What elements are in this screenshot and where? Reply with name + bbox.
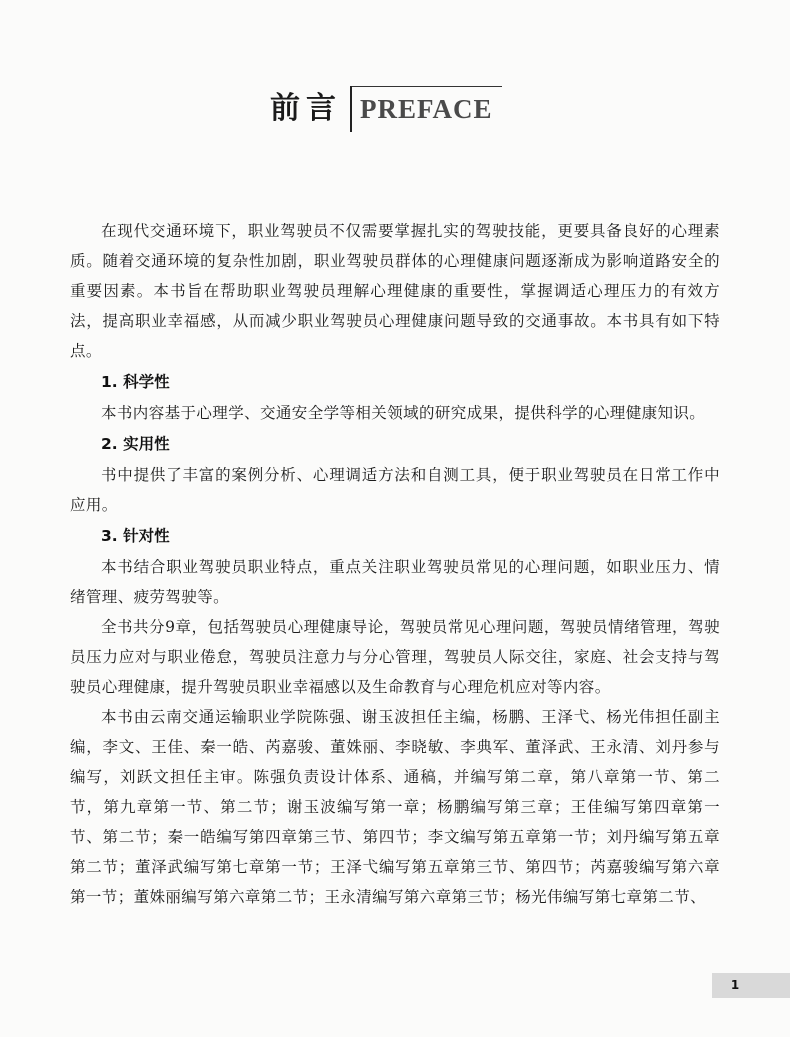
preface-body	[70, 216, 720, 912]
feature-text-targeted: 本书结合职业驾驶员职业特点，重点关注职业驾驶员常见的心理问题，如职业压力、情绪管理、疲劳驾驶等。	[70, 558, 720, 606]
preface-header	[270, 86, 493, 132]
authors-paragraph: 本书由云南交通运输职业学院陈强、谢玉波担任主编，杨鹏、王泽弋、杨光伟担任副主编，李文、王佳、秦一皓、芮嘉骏、董姝丽、李晓敏、李典军、董泽武、王永清、刘丹参与编写，刘跃文担任主审。陈强负责设计体系、通稿，并编写第二章，第八章第一节、第二节，第九章第一节、第二节；谢玉波编写第一章；杨鹏编写第三章；王佳编写第四章第一节、第二节；秦一皓编写第四章第三节、第四节；李文编写第五章第一节；刘丹编写第五章第二节；董泽武编写第七章第一节；王泽弋编写第五章第三节、第四节；芮嘉骏编写第六章第一节；董姝丽编写第六章第二节；王永清编写第六章第三节；杨光伟编写第七章第二节、	[70, 708, 720, 906]
title-divider	[350, 86, 493, 132]
title-top-rule	[352, 86, 502, 87]
feature-heading-targeted: 3. 针对性	[101, 527, 170, 545]
feature-heading-practical: 2. 实用性	[101, 435, 170, 453]
page-number: 1	[730, 978, 740, 992]
page-title: 前言	[270, 91, 342, 126]
page-title-english: PREFACE	[360, 94, 493, 124]
structure-paragraph: 全书共分9章，包括驾驶员心理健康导论，驾驶员常见心理问题，驾驶员情绪管理，驾驶员压力应对与职业倦怠，驾驶员注意力与分心管理，驾驶员人际交往，家庭、社会支持与驾驶员心理健康，提升驾驶员职业幸福感以及生命教育与心理危机应对等内容。	[70, 618, 720, 696]
feature-heading-scientific: 1. 科学性	[101, 373, 170, 391]
page-number-tab	[712, 973, 790, 998]
feature-text-scientific: 本书内容基于心理学、交通安全学等相关领域的研究成果，提供科学的心理健康知识。	[101, 404, 706, 422]
feature-text-practical: 书中提供了丰富的案例分析、心理调适方法和自测工具，便于职业驾驶员在日常工作中应用。	[70, 466, 720, 514]
intro-paragraph: 在现代交通环境下，职业驾驶员不仅需要掌握扎实的驾驶技能，更要具备良好的心理素质。随着交通环境的复杂性加剧，职业驾驶员群体的心理健康问题逐渐成为影响道路安全的重要因素。本书旨在帮助职业驾驶员理解心理健康的重要性，掌握调适心理压力的有效方法，提高职业幸福感，从而减少职业驾驶员心理健康问题导致的交通事故。本书具有如下特点。	[70, 222, 720, 360]
